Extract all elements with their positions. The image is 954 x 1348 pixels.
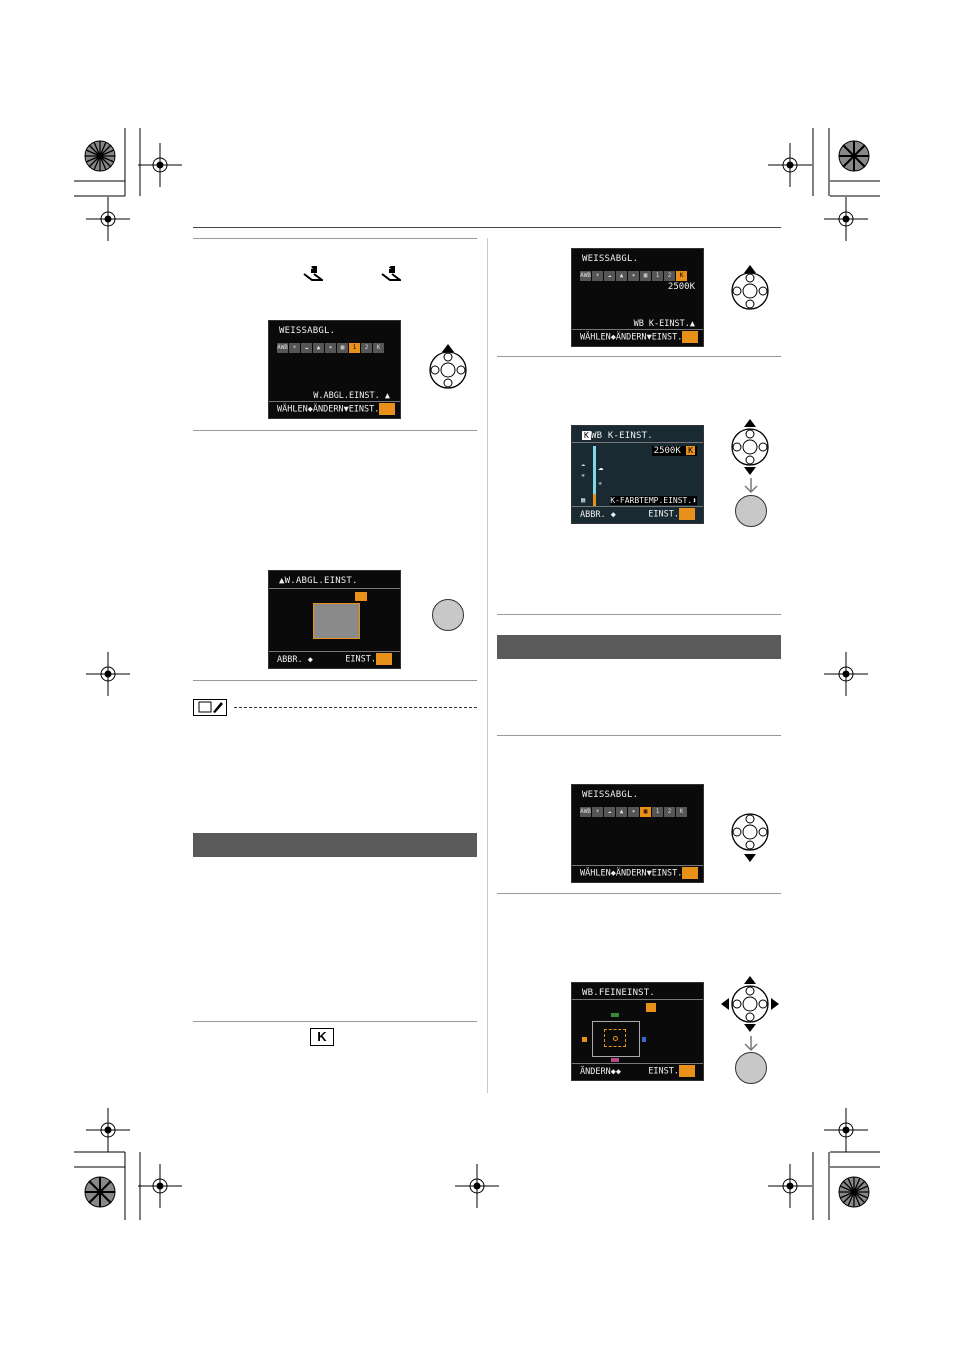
- color-temperature-value: 2500K K: [652, 446, 697, 456]
- wb-icon: AWB: [277, 344, 288, 351]
- cross-key-dial-icon: [427, 342, 469, 392]
- axis-b-marker: [642, 1037, 646, 1042]
- wb-icon: AWB: [580, 272, 591, 279]
- menu-set-icon: [679, 508, 695, 520]
- wb-icon: 2: [664, 271, 675, 281]
- starburst-calibration-icon: [838, 140, 870, 172]
- screen-title: WEISSABGL.: [279, 326, 336, 336]
- screen-title: WB.FEINEINST.: [582, 988, 656, 998]
- screen-footer-top: W.ABGL.EINST. ▲: [313, 391, 390, 401]
- wb-icon-row: [580, 271, 687, 281]
- screen-footer: WÄHLEN◆ÄNDERN▼EINST.: [277, 403, 396, 415]
- step-rule: [497, 735, 781, 736]
- screen-footer: ÄNDERN◆◆ EINST.: [580, 1067, 699, 1077]
- cross-key-dial-icon-4way: [720, 975, 780, 1033]
- scale-icons: ☁ ☀ ▦: [581, 460, 586, 504]
- section-header-bar: [193, 833, 477, 857]
- registration-mark-icon: [824, 197, 868, 241]
- white-set-label-2: 2: [387, 264, 391, 271]
- registration-mark-icon: [138, 1164, 182, 1208]
- registration-mark-icon: [86, 652, 130, 696]
- wb-icon: ✶: [628, 271, 639, 281]
- wb-icon: ▦: [337, 343, 348, 353]
- screen-divider: [572, 1063, 703, 1064]
- menu-set-icon: [679, 1065, 695, 1077]
- menu-set-button-icon: [735, 1052, 767, 1084]
- screen-footer-top: WB K-EINST.▲: [633, 319, 695, 329]
- wb-icon: ☀: [592, 271, 603, 281]
- wb-icon: ✶: [628, 807, 639, 817]
- step-rule: [193, 430, 477, 431]
- wb-icon: ▦: [640, 271, 651, 281]
- axis-a-marker: [582, 1037, 587, 1042]
- screen-footer: WÄHLEN◆ÄNDERN▼EINST.: [580, 331, 699, 343]
- note-dashed-line: [234, 707, 477, 708]
- wb-icon: ☁: [604, 807, 615, 817]
- screen-divider: [269, 401, 400, 402]
- registration-mark-icon: [824, 652, 868, 696]
- screen-divider: [269, 588, 400, 589]
- screen-divider: [572, 865, 703, 866]
- step-rule: [193, 238, 477, 239]
- screen-footer: WÄHLEN◆ÄNDERN▼EINST.: [580, 867, 699, 879]
- wb-icon: AWB: [580, 808, 591, 815]
- starburst-calibration-icon: [838, 1176, 870, 1208]
- white-set-target-frame: [313, 603, 360, 639]
- color-temperature-value: 2500K: [667, 282, 695, 292]
- wb-icon-row: [580, 807, 687, 817]
- wb-icon: ☀: [592, 807, 603, 817]
- wb-icon: 1: [652, 807, 663, 817]
- wb-icon: ▲: [313, 343, 324, 353]
- starburst-calibration-icon: [84, 1176, 116, 1208]
- camera-screen-w-abgl-einst: [268, 570, 401, 669]
- column-divider: [487, 238, 488, 1093]
- registration-mark-icon: [86, 1108, 130, 1152]
- cross-key-dial-icon: [729, 812, 771, 864]
- step-rule: [497, 893, 781, 894]
- screen-title: WEISSABGL.: [582, 254, 639, 264]
- wb-icon: ✶: [325, 343, 336, 353]
- wb-icon: ☀: [289, 343, 300, 353]
- registration-mark-icon: [455, 1164, 499, 1208]
- registration-mark-icon: [138, 143, 182, 187]
- wb-icon: K: [373, 343, 384, 353]
- screen-divider: [572, 999, 703, 1000]
- k-badge: K: [584, 431, 590, 440]
- wb-icon: ☁: [301, 343, 312, 353]
- white-set-icon: [381, 266, 401, 282]
- registration-mark-icon: [768, 143, 812, 187]
- axis-g-marker: [611, 1013, 619, 1017]
- wb-icon: 2: [361, 343, 372, 353]
- screen-title: ▲W.ABGL.EINST.: [279, 576, 358, 586]
- registration-mark-icon: [86, 197, 130, 241]
- menu-set-button-icon: [735, 495, 767, 527]
- wb-icon: 1: [652, 271, 663, 281]
- white-set-icon: [303, 266, 323, 282]
- camera-screen-weissabgl-fine: [571, 784, 704, 883]
- screen-title: K WB K-EINST.: [584, 431, 653, 441]
- wb-icon: ☁: [604, 271, 615, 281]
- starburst-calibration-icon: [84, 140, 116, 172]
- screen-divider: [269, 651, 400, 652]
- k-farbtemp-caption: K-FARBTEMP.EINST.⬍: [610, 496, 697, 505]
- camera-screen-wb-k-einst: [571, 425, 704, 524]
- wb-icon: K: [676, 807, 687, 817]
- wb-icon: 2: [664, 807, 675, 817]
- wb-icon: ▲: [616, 807, 627, 817]
- wb-icon-selected: K: [676, 271, 687, 281]
- color-temperature-k-icon: K: [310, 1028, 334, 1046]
- registration-mark-icon: [768, 1164, 812, 1208]
- screen-footer: ABBR. ◆ EINST.: [277, 655, 396, 665]
- cloud-icon: ☁: [598, 463, 604, 473]
- down-arrow-icon: [744, 1036, 758, 1052]
- fine-adjust-badge: [646, 1003, 656, 1012]
- axis-m-marker: [611, 1058, 619, 1062]
- camera-screen-wb-feineinst: [571, 982, 704, 1081]
- page-header-rule: [193, 227, 781, 228]
- step-rule: [193, 1021, 477, 1022]
- section-header-bar: [497, 635, 781, 659]
- menu-set-icon: [376, 653, 392, 665]
- menu-set-icon: [682, 331, 698, 343]
- white-set-label-1: 1: [309, 264, 313, 271]
- screen-footer: ABBR. ◆ EINST.: [580, 510, 699, 520]
- screen-divider: [572, 442, 703, 443]
- step-rule: [497, 356, 781, 357]
- fine-adjust-center: [613, 1036, 618, 1041]
- cross-key-dial-icon: [729, 263, 771, 313]
- down-arrow-icon: [744, 478, 758, 494]
- camera-screen-weissabgl-k: [571, 248, 704, 347]
- white-set-badge: [355, 592, 367, 601]
- menu-set-icon: [682, 867, 698, 879]
- step-rule: [497, 614, 781, 615]
- screen-title: WEISSABGL.: [582, 790, 639, 800]
- sun-icon: ☀: [598, 480, 603, 488]
- step-rule: [193, 680, 477, 681]
- cross-key-dial-icon: [729, 418, 771, 480]
- temperature-scale: [593, 446, 596, 506]
- menu-set-button-icon: [432, 599, 464, 631]
- note-pencil-icon: [193, 699, 227, 716]
- wb-icon-row: [277, 343, 384, 353]
- screen-divider: [572, 329, 703, 330]
- screen-divider: [572, 506, 703, 507]
- wb-icon: ▲: [616, 271, 627, 281]
- camera-screen-weissabgl: [268, 320, 401, 419]
- menu-set-icon: [379, 403, 395, 415]
- registration-mark-icon: [824, 1108, 868, 1152]
- wb-icon-selected: ▦: [640, 807, 651, 817]
- wb-icon-selected: 1: [349, 343, 360, 353]
